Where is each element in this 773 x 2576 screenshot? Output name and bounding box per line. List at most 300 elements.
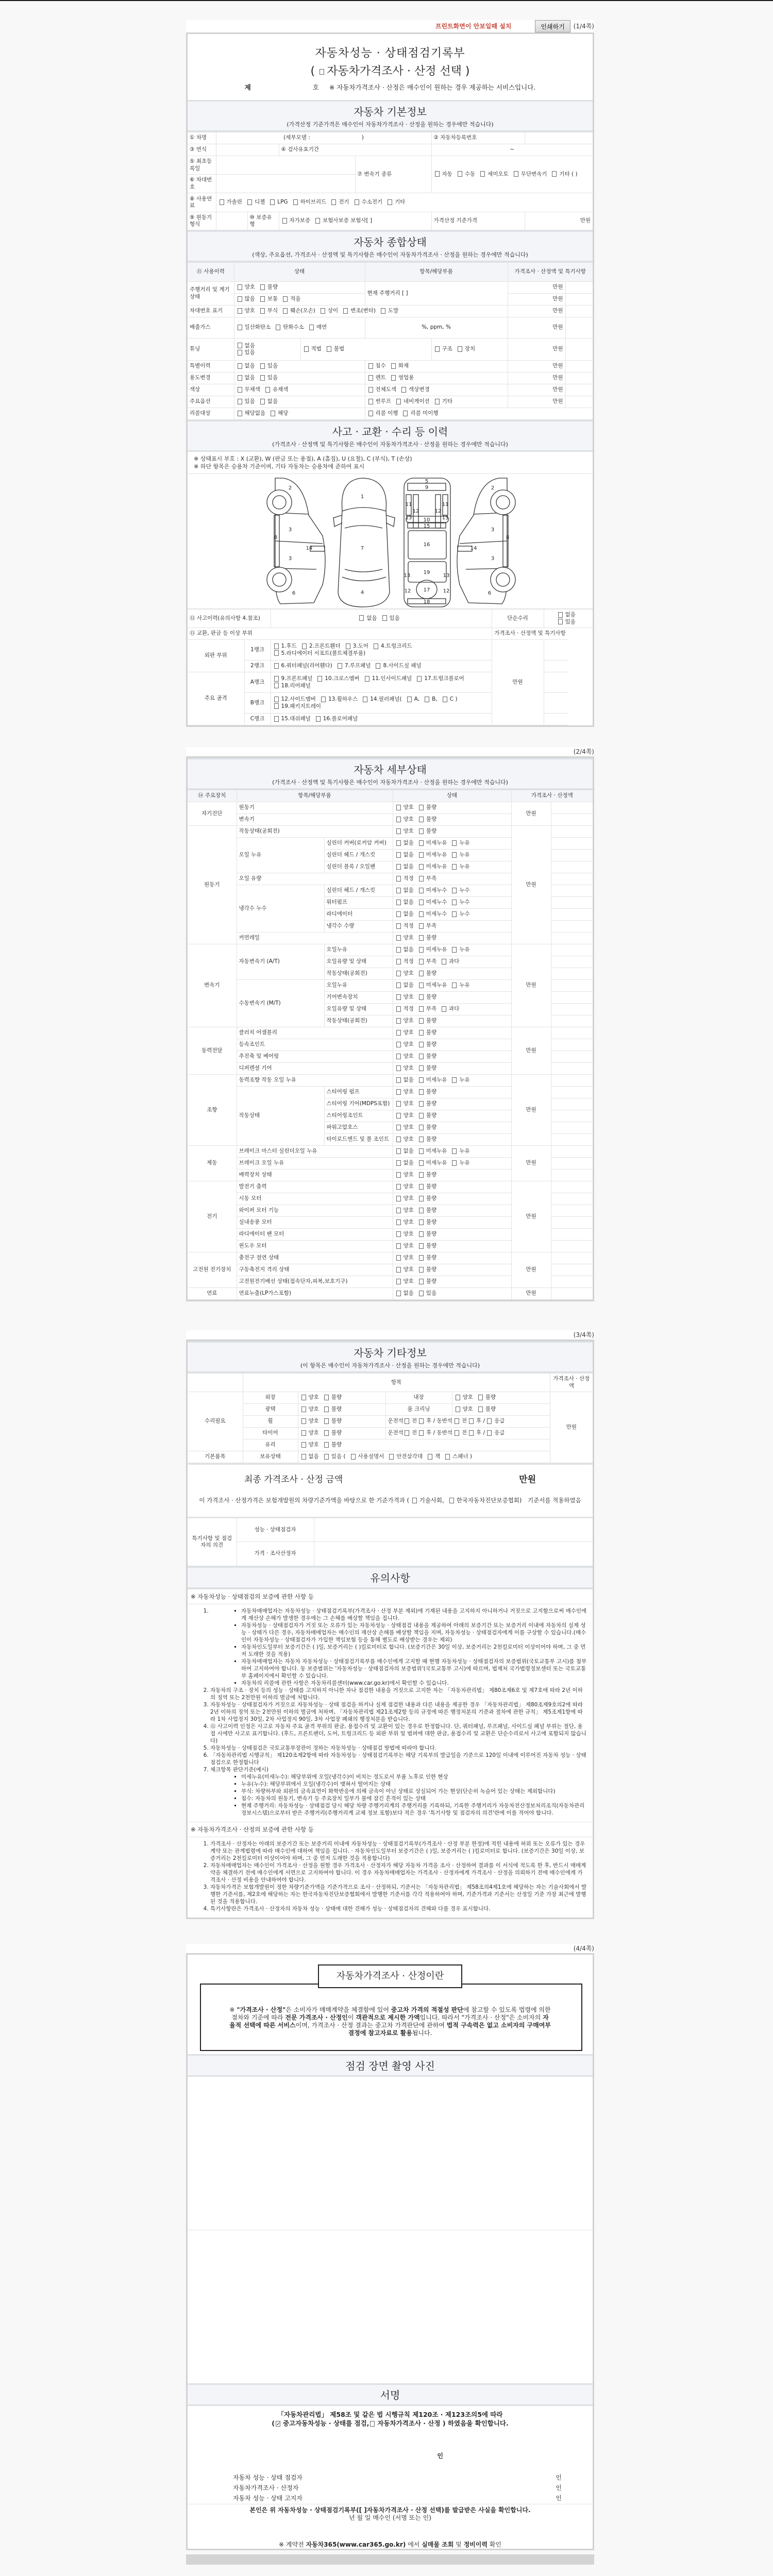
price-note[interactable] bbox=[544, 640, 568, 660]
checkbox[interactable] bbox=[396, 982, 401, 988]
checkbox[interactable] bbox=[419, 911, 424, 917]
signature-seal[interactable]: 인 bbox=[556, 2474, 562, 2481]
checkbox-option[interactable] bbox=[486, 1418, 505, 1425]
checkbox-option[interactable] bbox=[418, 970, 436, 977]
checkbox-option[interactable] bbox=[404, 1430, 417, 1436]
checkbox[interactable] bbox=[338, 663, 342, 669]
checkbox-option[interactable] bbox=[395, 840, 414, 846]
checkbox-option[interactable] bbox=[418, 1243, 436, 1249]
checkbox[interactable] bbox=[309, 325, 314, 330]
checkbox-option[interactable] bbox=[323, 1418, 342, 1425]
checkbox-option[interactable] bbox=[314, 217, 372, 224]
price-survey-checkbox[interactable] bbox=[370, 2421, 375, 2427]
checkbox[interactable] bbox=[324, 1395, 329, 1400]
price-note[interactable] bbox=[551, 980, 593, 992]
checkbox-option[interactable] bbox=[395, 887, 414, 894]
checkbox[interactable] bbox=[396, 1243, 401, 1249]
checkbox-option[interactable] bbox=[395, 863, 414, 870]
checkbox[interactable] bbox=[238, 375, 242, 381]
checkbox[interactable] bbox=[445, 1454, 450, 1460]
checkbox-option[interactable] bbox=[395, 1172, 414, 1178]
checkbox-option[interactable] bbox=[427, 1453, 440, 1460]
checkbox[interactable] bbox=[396, 399, 401, 404]
checkbox-option[interactable] bbox=[418, 1195, 436, 1202]
checkbox[interactable] bbox=[419, 876, 424, 882]
checkbox[interactable] bbox=[324, 1430, 329, 1436]
price-note[interactable] bbox=[551, 1004, 593, 1015]
checkbox-option[interactable] bbox=[418, 1136, 436, 1143]
checkbox[interactable] bbox=[469, 1430, 474, 1436]
checkbox-option[interactable] bbox=[395, 899, 414, 906]
checkbox[interactable] bbox=[396, 935, 401, 941]
checkbox-option[interactable] bbox=[418, 1089, 436, 1095]
checkbox[interactable] bbox=[452, 1160, 457, 1166]
checkbox-option[interactable] bbox=[395, 923, 414, 929]
checkbox-option[interactable] bbox=[259, 296, 278, 302]
checkbox-option[interactable] bbox=[395, 970, 414, 977]
checkbox-option[interactable] bbox=[442, 696, 458, 703]
checkbox[interactable] bbox=[558, 612, 563, 618]
checkbox[interactable] bbox=[396, 1077, 401, 1083]
checkbox-option[interactable] bbox=[444, 1453, 472, 1460]
checkbox[interactable] bbox=[401, 387, 406, 393]
checkbox-option[interactable] bbox=[418, 1418, 452, 1425]
checkbox[interactable] bbox=[417, 676, 422, 682]
checkbox-option[interactable] bbox=[395, 1053, 414, 1060]
checkbox[interactable] bbox=[419, 1172, 424, 1178]
checkbox[interactable] bbox=[419, 840, 424, 846]
checkbox[interactable] bbox=[419, 1125, 424, 1130]
appraiser-opinion[interactable] bbox=[314, 1542, 593, 1566]
checkbox-option[interactable] bbox=[381, 615, 400, 622]
checkbox-option[interactable] bbox=[390, 363, 409, 369]
checkbox[interactable] bbox=[487, 1418, 492, 1424]
price-note[interactable] bbox=[551, 992, 593, 1004]
checkbox-option[interactable] bbox=[418, 1172, 436, 1178]
price-note[interactable] bbox=[551, 1110, 593, 1122]
valid-period-value[interactable]: ~ bbox=[431, 144, 593, 156]
checkbox[interactable] bbox=[419, 1219, 424, 1225]
checkbox[interactable] bbox=[396, 1172, 401, 1178]
checkbox[interactable] bbox=[419, 1208, 424, 1213]
checkbox-option[interactable] bbox=[416, 675, 464, 682]
checkbox[interactable] bbox=[324, 1406, 329, 1412]
price-note[interactable] bbox=[551, 1264, 593, 1276]
checkbox-option[interactable] bbox=[395, 1100, 414, 1107]
checkbox[interactable] bbox=[274, 676, 279, 682]
checkbox-option[interactable] bbox=[237, 296, 255, 302]
checkbox-option[interactable] bbox=[451, 911, 469, 918]
checkbox[interactable] bbox=[419, 994, 424, 1000]
checkbox-option[interactable] bbox=[400, 386, 430, 393]
price-note[interactable] bbox=[551, 1051, 593, 1063]
checkbox[interactable] bbox=[419, 1148, 424, 1154]
checkbox[interactable] bbox=[368, 387, 373, 393]
checkbox-option[interactable] bbox=[418, 1018, 436, 1024]
checkbox-option[interactable] bbox=[418, 828, 436, 835]
checkbox[interactable] bbox=[452, 947, 457, 953]
checkbox-option[interactable] bbox=[418, 863, 447, 870]
checkbox-option[interactable] bbox=[395, 1029, 414, 1036]
checkbox[interactable] bbox=[274, 697, 279, 702]
checkbox-option[interactable] bbox=[367, 386, 397, 393]
checkbox-option[interactable] bbox=[237, 324, 271, 331]
checkbox[interactable] bbox=[419, 1042, 424, 1047]
checkbox-option[interactable] bbox=[406, 696, 420, 703]
checkbox-option[interactable] bbox=[418, 1148, 447, 1155]
checkbox-option[interactable] bbox=[451, 899, 469, 906]
checkbox-option[interactable] bbox=[395, 1243, 414, 1249]
checkbox[interactable] bbox=[274, 663, 279, 669]
checkbox[interactable] bbox=[396, 911, 401, 917]
install-link[interactable]: 프린트화면이 안보일때 설치 bbox=[435, 23, 512, 30]
checkbox[interactable] bbox=[419, 1006, 424, 1012]
checkbox[interactable] bbox=[396, 1125, 401, 1130]
checkbox[interactable] bbox=[469, 1418, 474, 1424]
price-note[interactable] bbox=[544, 714, 568, 725]
checkbox-option[interactable] bbox=[367, 375, 386, 381]
checkbox-option[interactable] bbox=[273, 703, 322, 710]
checkbox[interactable] bbox=[396, 828, 401, 834]
checkbox[interactable] bbox=[301, 1442, 306, 1448]
checkbox[interactable] bbox=[238, 343, 242, 348]
checkbox[interactable] bbox=[396, 1160, 401, 1166]
checkbox[interactable] bbox=[260, 363, 265, 369]
checkbox-option[interactable] bbox=[451, 840, 469, 846]
price-note[interactable] bbox=[551, 1015, 593, 1027]
checkbox[interactable] bbox=[238, 387, 242, 393]
checkbox[interactable] bbox=[419, 1054, 424, 1059]
checkbox-option[interactable] bbox=[418, 946, 447, 953]
price-note[interactable] bbox=[551, 1122, 593, 1134]
price-note[interactable] bbox=[551, 1063, 593, 1075]
checkbox-option[interactable] bbox=[345, 643, 368, 650]
checkbox-option[interactable] bbox=[273, 663, 332, 669]
price-note[interactable] bbox=[551, 826, 593, 838]
price-note[interactable] bbox=[565, 294, 593, 306]
checkbox-option[interactable] bbox=[451, 946, 469, 953]
checkbox[interactable] bbox=[419, 982, 424, 988]
checkbox[interactable] bbox=[419, 1077, 424, 1083]
price-note[interactable] bbox=[551, 1193, 593, 1205]
checkbox[interactable] bbox=[419, 1030, 424, 1036]
checkbox-option[interactable] bbox=[395, 1124, 414, 1131]
checkbox-option[interactable] bbox=[282, 296, 300, 302]
checkbox-option[interactable] bbox=[395, 875, 414, 882]
checkbox-option[interactable] bbox=[395, 935, 414, 941]
checkbox-option[interactable] bbox=[418, 875, 436, 882]
checkbox-option[interactable] bbox=[273, 696, 316, 703]
checkbox-option[interactable] bbox=[373, 643, 412, 650]
checkbox[interactable] bbox=[301, 1406, 306, 1412]
checkbox-option[interactable] bbox=[418, 958, 436, 965]
checkbox[interactable] bbox=[396, 923, 401, 929]
checkbox[interactable] bbox=[396, 1196, 401, 1201]
checkbox-option[interactable] bbox=[354, 199, 383, 206]
checkbox[interactable] bbox=[282, 218, 287, 224]
checkbox-option[interactable] bbox=[395, 1219, 414, 1226]
checkbox-option[interactable] bbox=[395, 1195, 414, 1202]
checkbox-option[interactable] bbox=[259, 375, 278, 381]
checkbox-option[interactable] bbox=[219, 199, 242, 206]
checkbox[interactable] bbox=[419, 888, 424, 893]
checkbox-option[interactable] bbox=[451, 1077, 469, 1083]
checkbox-option[interactable] bbox=[418, 840, 447, 846]
checkbox[interactable] bbox=[452, 864, 457, 870]
checkbox[interactable] bbox=[419, 1255, 424, 1261]
checkbox[interactable] bbox=[270, 199, 275, 205]
inspection-checkbox[interactable] bbox=[276, 2421, 280, 2427]
checkbox[interactable] bbox=[443, 697, 447, 702]
checkbox-option[interactable] bbox=[418, 1266, 436, 1273]
checkbox-option[interactable] bbox=[395, 958, 414, 965]
checkbox[interactable] bbox=[391, 363, 396, 369]
price-note[interactable] bbox=[551, 1039, 593, 1051]
price-note[interactable] bbox=[565, 338, 593, 361]
checkbox-option[interactable] bbox=[451, 863, 469, 870]
checkbox[interactable] bbox=[452, 982, 457, 988]
checkbox-option[interactable] bbox=[395, 1065, 414, 1072]
checkbox[interactable] bbox=[365, 676, 369, 682]
checkbox-option[interactable] bbox=[395, 982, 414, 989]
checkbox-option[interactable] bbox=[434, 346, 452, 352]
checkbox-option[interactable] bbox=[418, 935, 436, 941]
price-note[interactable] bbox=[551, 968, 593, 980]
checkbox[interactable] bbox=[302, 643, 307, 649]
price-note[interactable] bbox=[551, 814, 593, 826]
checkbox[interactable] bbox=[396, 1054, 401, 1059]
checkbox[interactable] bbox=[260, 284, 265, 290]
checkbox[interactable] bbox=[419, 1231, 424, 1237]
checkbox-option[interactable] bbox=[477, 1406, 496, 1413]
checkbox[interactable] bbox=[435, 399, 440, 404]
checkbox[interactable] bbox=[419, 1430, 424, 1436]
checkbox[interactable] bbox=[435, 346, 440, 352]
checkbox-option[interactable] bbox=[237, 375, 255, 381]
checkbox[interactable] bbox=[274, 716, 279, 722]
checkbox-option[interactable] bbox=[395, 1018, 414, 1024]
checkbox[interactable] bbox=[368, 411, 373, 416]
checkbox[interactable] bbox=[396, 959, 401, 964]
checkbox[interactable] bbox=[442, 1006, 446, 1012]
checkbox-option[interactable] bbox=[395, 911, 414, 918]
price-note[interactable] bbox=[551, 802, 593, 814]
checkbox-option[interactable] bbox=[513, 171, 547, 178]
checkbox[interactable] bbox=[274, 643, 279, 649]
checkbox-option[interactable] bbox=[418, 1053, 436, 1060]
checkbox[interactable] bbox=[458, 171, 462, 177]
checkbox-option[interactable] bbox=[316, 675, 359, 682]
checkbox[interactable] bbox=[396, 1148, 401, 1154]
checkbox[interactable] bbox=[442, 959, 446, 964]
checkbox-option[interactable] bbox=[367, 363, 386, 369]
price-note[interactable] bbox=[565, 306, 593, 317]
checkbox[interactable] bbox=[419, 1243, 424, 1249]
checkbox[interactable] bbox=[276, 325, 280, 330]
checkbox[interactable] bbox=[478, 1395, 483, 1400]
price-note[interactable] bbox=[565, 317, 593, 338]
checkbox-option[interactable] bbox=[418, 804, 436, 811]
checkbox[interactable] bbox=[238, 350, 242, 355]
checkbox[interactable] bbox=[324, 1418, 329, 1424]
checkbox[interactable] bbox=[419, 1291, 424, 1296]
checkbox[interactable] bbox=[396, 1006, 401, 1012]
checkbox[interactable] bbox=[238, 325, 242, 330]
checkbox-option[interactable] bbox=[237, 343, 294, 349]
checkbox-option[interactable] bbox=[395, 1112, 414, 1119]
checkbox[interactable] bbox=[274, 683, 279, 688]
checkbox-option[interactable] bbox=[259, 398, 278, 405]
checkbox[interactable] bbox=[456, 1406, 460, 1412]
checkbox-option[interactable] bbox=[330, 199, 349, 206]
checkbox-option[interactable] bbox=[367, 398, 391, 405]
checkbox-option[interactable] bbox=[300, 1430, 319, 1436]
checkbox[interactable] bbox=[419, 1267, 424, 1273]
checkbox[interactable] bbox=[428, 1454, 432, 1460]
checkbox[interactable] bbox=[324, 1442, 329, 1448]
checkbox[interactable] bbox=[405, 1430, 409, 1436]
checkbox-option[interactable] bbox=[375, 663, 421, 669]
checkbox[interactable] bbox=[552, 171, 557, 177]
checkbox[interactable] bbox=[478, 1406, 483, 1412]
checkbox[interactable] bbox=[238, 411, 242, 416]
checkbox-option[interactable] bbox=[418, 911, 447, 918]
checkbox-option[interactable] bbox=[457, 171, 475, 178]
checkbox-option[interactable] bbox=[479, 171, 509, 178]
checkbox-option[interactable] bbox=[418, 1112, 436, 1119]
checkbox-option[interactable] bbox=[424, 696, 438, 703]
checkbox-option[interactable] bbox=[418, 1231, 436, 1238]
price-note[interactable] bbox=[551, 1288, 593, 1300]
checkbox-option[interactable] bbox=[434, 398, 452, 405]
checkbox[interactable] bbox=[388, 199, 392, 205]
year-value[interactable] bbox=[216, 144, 279, 156]
price-note[interactable] bbox=[544, 693, 568, 714]
checkbox[interactable] bbox=[396, 840, 401, 846]
checkbox[interactable] bbox=[274, 650, 279, 656]
checkbox[interactable] bbox=[419, 1113, 424, 1118]
checkbox[interactable] bbox=[327, 346, 331, 352]
checkbox-option[interactable] bbox=[308, 324, 327, 331]
checkbox[interactable] bbox=[238, 284, 242, 290]
checkbox[interactable] bbox=[419, 959, 424, 964]
checkbox[interactable] bbox=[487, 1430, 492, 1436]
price-note[interactable] bbox=[551, 944, 593, 956]
checkbox[interactable] bbox=[260, 399, 265, 404]
checkbox-option[interactable] bbox=[395, 1231, 414, 1238]
checkbox-option[interactable] bbox=[418, 982, 447, 989]
checkbox[interactable] bbox=[458, 346, 462, 352]
checkbox[interactable] bbox=[419, 971, 424, 976]
checkbox[interactable] bbox=[391, 375, 396, 381]
checkbox-option[interactable] bbox=[395, 1160, 414, 1166]
checkbox-option[interactable] bbox=[237, 363, 255, 369]
checkbox[interactable] bbox=[419, 1160, 424, 1166]
price-note[interactable] bbox=[551, 1229, 593, 1241]
checkbox[interactable] bbox=[452, 840, 457, 846]
checkbox-option[interactable] bbox=[388, 1453, 423, 1460]
checkbox-option[interactable] bbox=[395, 946, 414, 953]
checkbox[interactable] bbox=[396, 1030, 401, 1036]
checkbox[interactable] bbox=[407, 697, 412, 702]
checkbox[interactable] bbox=[355, 199, 359, 205]
checkbox[interactable] bbox=[396, 876, 401, 882]
checkbox[interactable] bbox=[419, 1184, 424, 1190]
checkbox-option[interactable] bbox=[323, 1442, 342, 1448]
checkbox[interactable] bbox=[396, 1231, 401, 1237]
price-note[interactable] bbox=[551, 897, 593, 909]
checkbox[interactable] bbox=[374, 643, 378, 649]
checkbox[interactable] bbox=[396, 888, 401, 893]
checkbox[interactable] bbox=[238, 363, 242, 369]
checkbox-option[interactable] bbox=[358, 615, 377, 622]
checkbox[interactable] bbox=[412, 1498, 417, 1503]
checkbox-option[interactable] bbox=[418, 1160, 447, 1166]
checkbox-option[interactable] bbox=[418, 1207, 436, 1214]
checkbox[interactable] bbox=[283, 296, 288, 302]
checkbox-option[interactable] bbox=[323, 1406, 342, 1413]
price-note[interactable] bbox=[551, 909, 593, 921]
checkbox[interactable] bbox=[351, 1454, 356, 1460]
checkbox-option[interactable] bbox=[486, 1430, 505, 1436]
price-note[interactable] bbox=[551, 1170, 593, 1181]
checkbox-option[interactable] bbox=[418, 994, 436, 1001]
checkbox-option[interactable] bbox=[418, 923, 436, 929]
price-note[interactable] bbox=[551, 838, 593, 850]
checkbox-option[interactable] bbox=[237, 398, 255, 405]
checkbox-option[interactable] bbox=[246, 199, 265, 206]
price-note[interactable] bbox=[551, 1217, 593, 1229]
checkbox-option[interactable] bbox=[418, 1077, 447, 1083]
checkbox[interactable] bbox=[321, 308, 325, 314]
checkbox[interactable] bbox=[271, 411, 275, 416]
checkbox-option[interactable] bbox=[404, 1418, 417, 1425]
checkbox-option[interactable] bbox=[395, 1077, 414, 1083]
checkbox[interactable] bbox=[419, 947, 424, 953]
checkbox-option[interactable] bbox=[281, 217, 311, 224]
checkbox-option[interactable] bbox=[418, 1029, 436, 1036]
checkbox-option[interactable] bbox=[237, 386, 260, 393]
checkbox-option[interactable] bbox=[237, 410, 266, 417]
checkbox[interactable] bbox=[346, 643, 350, 649]
price-note[interactable] bbox=[551, 1276, 593, 1288]
checkbox-option[interactable] bbox=[292, 199, 327, 206]
checkbox-option[interactable] bbox=[557, 612, 576, 618]
checkbox[interactable] bbox=[396, 1065, 401, 1071]
checkbox[interactable] bbox=[359, 615, 364, 621]
price-note[interactable] bbox=[551, 1098, 593, 1110]
checkbox-option[interactable] bbox=[337, 663, 371, 669]
price-note[interactable] bbox=[551, 933, 593, 944]
price-note[interactable] bbox=[544, 660, 568, 672]
checkbox-option[interactable] bbox=[237, 349, 294, 356]
checkbox-option[interactable] bbox=[418, 1065, 436, 1072]
checkbox-option[interactable] bbox=[453, 1418, 467, 1425]
checkbox-option[interactable] bbox=[395, 994, 414, 1001]
checkbox-option[interactable] bbox=[342, 308, 376, 314]
checkbox-option[interactable] bbox=[301, 643, 341, 650]
price-note[interactable] bbox=[565, 282, 593, 294]
checkbox-option[interactable] bbox=[323, 1430, 342, 1436]
checkbox-option[interactable] bbox=[418, 1430, 452, 1436]
checkbox-option[interactable] bbox=[395, 1255, 414, 1261]
checkbox[interactable] bbox=[238, 399, 242, 404]
checkbox-option[interactable] bbox=[395, 398, 430, 405]
price-note[interactable] bbox=[551, 1205, 593, 1217]
price-note[interactable] bbox=[551, 873, 593, 885]
checkbox[interactable] bbox=[396, 1101, 401, 1107]
checkbox-option[interactable] bbox=[468, 1430, 485, 1436]
